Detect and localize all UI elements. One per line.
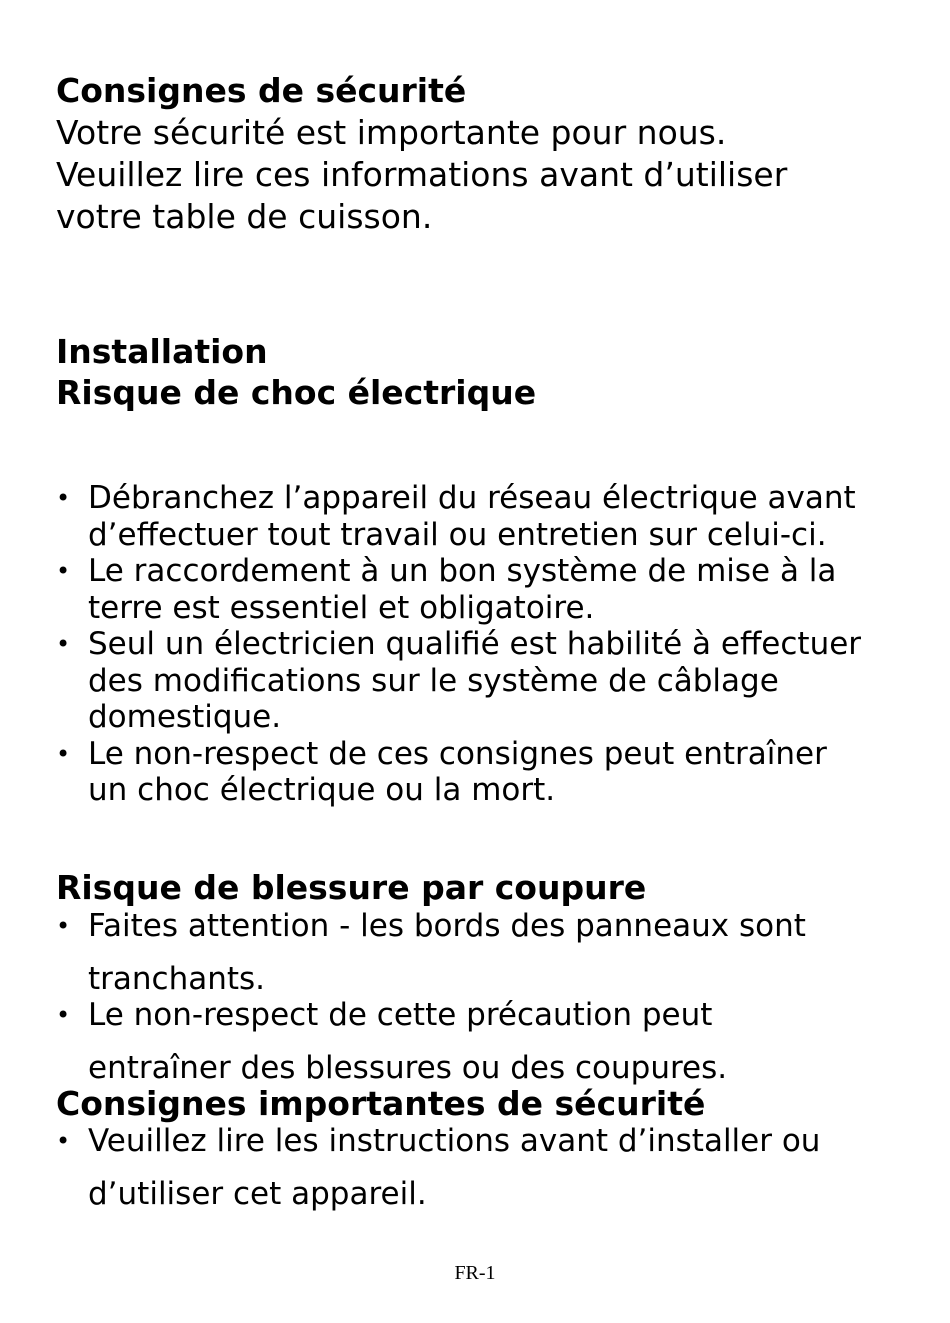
list-item-line: domestique. [88,699,282,735]
subtitle-electric-shock: Risque de choc électrique [56,373,537,412]
list-item [56,1123,820,1213]
list-item-line: • Le non-respect de ces consignes peut entraîner [88,735,827,772]
list-item-line: • Seul un électricien qualifié est habilité à effectuer [88,626,862,662]
list-item-line: d’utiliser cet appareil. [88,1176,427,1212]
list-item-line: d’effectuer tout travail ou entretien sur celui-ci. [88,516,827,553]
list-item [56,736,861,809]
important-safety-list [56,1123,820,1213]
list-item-line: des modifications sur le système de câblage [88,662,779,699]
list-item-line: • Débranchez l’appareil du réseau électrique avant [88,480,856,516]
list-item [56,626,861,736]
list-item [56,997,806,1087]
electric-shock-list [56,480,861,809]
section-title-important-safety: Consignes importantes de sécurité [56,1084,706,1123]
intro-line: Veuillez lire ces informations avant d’utiliser [56,155,788,194]
list-item-line: un choc électrique ou la mort. [88,772,556,808]
section-title-safety: Consignes de sécurité [56,71,467,110]
intro-line: votre table de cuisson. [56,197,433,236]
list-item-line: • Le raccordement à un bon système de mise à la [88,553,837,589]
section-title-cut-risk: Risque de blessure par coupure [56,868,647,907]
list-item [56,480,861,553]
list-item-line: • Le non-respect de cette précaution peut [88,997,713,1033]
list-item-line: • Veuillez lire les instructions avant d’installer ou [88,1123,821,1159]
list-item [56,553,861,626]
list-item-line: tranchants. [88,961,266,997]
list-item-line: • Faites attention - les bords des panneaux sont [88,908,806,944]
page-number: FR-1 [454,1262,496,1284]
cut-risk-list [56,908,806,1087]
intro-line: Votre sécurité est importante pour nous. [56,113,727,152]
list-item [56,908,806,997]
list-item-line: terre est essentiel et obligatoire. [88,589,595,626]
list-item-line: entraîner des blessures ou des coupures. [88,1050,728,1086]
section-title-installation: Installation [56,332,268,371]
